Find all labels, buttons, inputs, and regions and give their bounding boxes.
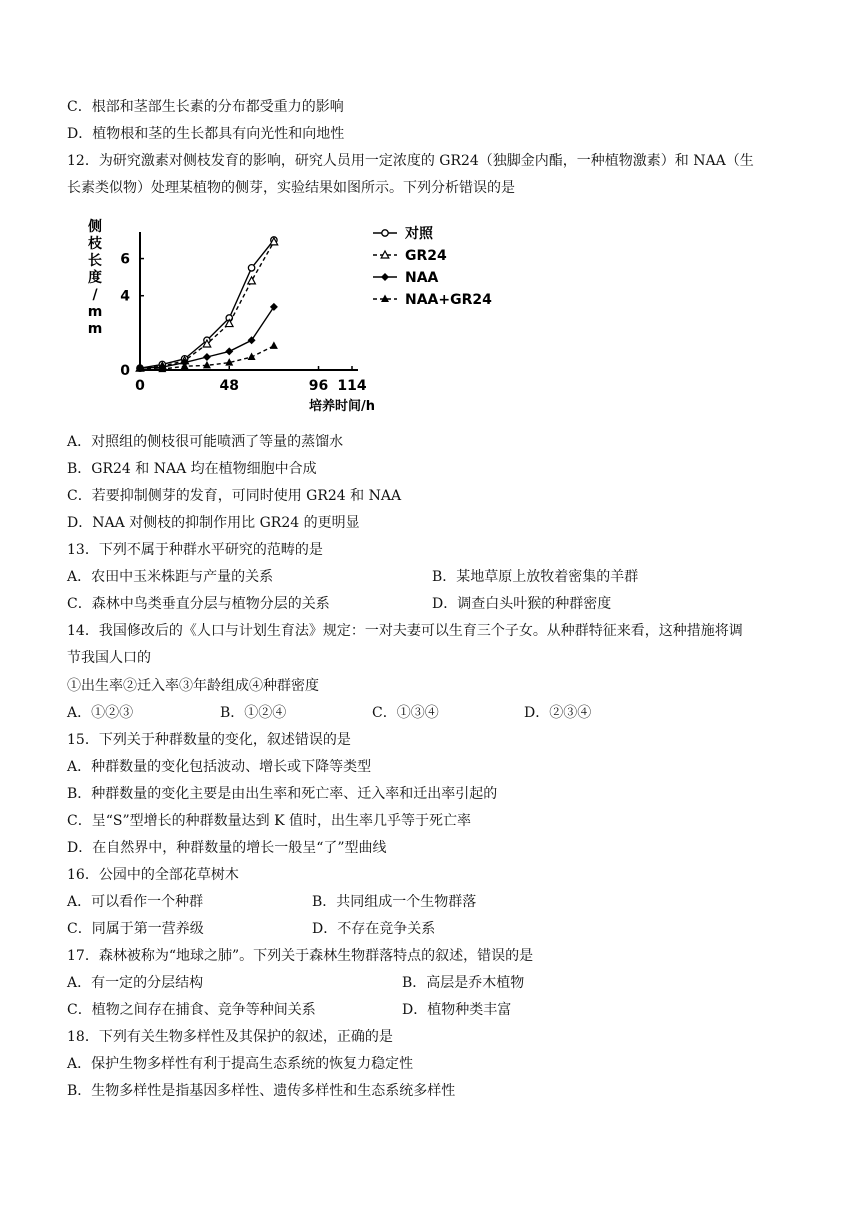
legend-entry [373,292,492,308]
q18-option-a: A．保护生物多样性有利于提高生态系统的恢复力稳定性 [67,1056,414,1072]
q14-option-d: D．②③④ [524,705,592,721]
q15-stem: 15．下列关于种群数量的变化，叙述错误的是 [67,732,351,748]
q13-option-a: A．农田中玉米株距与产量的关系 [67,569,274,585]
q18-stem: 18．下列有关生物多样性及其保护的叙述，正确的是 [67,1029,393,1045]
x-tick-label: 114 [337,378,367,394]
x-tick-label: 0 [135,378,145,394]
x-tick-label: 96 [308,378,329,394]
marker-filled-diamond [203,353,211,361]
q16-option-c: C．同属于第一营养级 [67,921,204,937]
q17-stem: 17．森林被称为“地球之肺”。下列关于森林生物群落特点的叙述，错误的是 [67,948,534,964]
series-对照 [137,237,277,372]
q15-option-a: A．种群数量的变化包括波动、增长或下降等类型 [67,759,372,775]
x-axis-label: 培养时间/h [308,399,376,414]
q14-stem-cont: 节我国人口的 [67,650,151,666]
q13-option-c: C．森林中鸟类垂直分层与植物分层的关系 [67,596,330,612]
marker-filled-triangle [270,341,278,349]
legend-label: NAA [405,270,439,286]
q12-option-a: A．对照组的侧枝很可能喷洒了等量的蒸馏水 [67,434,344,450]
lateral-branch-chart [75,213,515,425]
q12-option-b: B．GR24 和 NAA 均在植物细胞中合成 [67,461,317,477]
q14-items: ①出生率②迁入率③年龄组成④种群密度 [67,678,319,694]
legend-entry [373,270,439,286]
chart-legend [373,226,492,308]
series-line [140,240,274,368]
marker-filled-diamond [270,303,278,311]
x-tick-label: 48 [219,378,240,394]
marker-filled-diamond [248,336,256,344]
q15-option-b: B．种群数量的变化主要是由出生率和死亡率、迁入率和迁出率引起的 [67,786,498,802]
y-axis-label: 侧枝长度/ m m [87,219,103,337]
q11-option-d: D．植物根和茎的生长都具有向光性和向地性 [67,126,345,142]
q17-option-a: A．有一定的分层结构 [67,975,204,991]
q14-option-c: C．①③④ [372,705,439,721]
q12-stem: 12．为研究激素对侧枝发育的影响，研究人员用一定浓度的 GR24（独脚金内酯，一种植物激素）和 NAA（生 [67,153,754,169]
q12-option-c: C．若要抑制侧芽的发育，可同时使用 GR24 和 NAA [67,488,402,504]
q17-option-b: B．高层是乔木植物 [402,975,525,991]
y-tick-label: 4 [120,288,130,305]
q16-option-d: D．不存在竞争关系 [312,921,436,937]
q16-option-b: B．共同组成一个生物群落 [312,894,477,910]
marker-filled-diamond [225,347,233,355]
q14-option-a: A．①②③ [67,705,134,721]
q12-stem-cont: 长素类似物）处理某植物的侧芽，实验结果如图所示。下列分析错误的是 [67,180,515,196]
legend-label: GR24 [405,248,447,264]
q16-stem: 16．公园中的全部花草树木 [67,867,239,883]
marker-open-circle [382,230,388,236]
series-line [140,242,274,368]
chart-series [136,237,278,372]
series-GR24 [136,238,277,371]
q12-option-d: D．NAA 对侧枝的抑制作用比 GR24 的更明显 [67,515,360,531]
q15-option-c: C．呈“S”型增长的种群数量达到 K 值时，出生率几乎等于死亡率 [67,813,471,829]
legend-entry [373,226,434,242]
legend-label: NAA+GR24 [405,292,492,308]
q17-option-d: D．植物种类丰富 [402,1002,512,1018]
q13-option-d: D．调查白头叶猴的种群密度 [432,596,612,612]
marker-open-circle [248,265,254,271]
q15-option-d: D．在自然界中，种群数量的增长一般呈“了”型曲线 [67,840,387,856]
marker-open-triangle [248,277,256,284]
y-tick-label: 6 [120,251,130,268]
marker-filled-triangle [381,295,389,303]
q18-option-b: B．生物多样性是指基因多样性、遗传多样性和生态系统多样性 [67,1083,456,1099]
q13-stem: 13．下列不属于种群水平研究的范畴的是 [67,542,323,558]
q14-option-b: B．①②④ [220,705,287,721]
q13-option-b: B．某地草原上放牧着密集的羊群 [432,569,639,585]
q17-option-c: C．植物之间存在捕食、竞争等种间关系 [67,1002,316,1018]
marker-filled-diamond [381,273,389,281]
legend-entry [373,248,447,264]
q14-stem: 14．我国修改后的《人口与计划生育法》规定：一对夫妻可以生育三个子女。从种群特征来看，这种措施将调 [67,623,743,639]
y-tick-label: 0 [120,363,130,379]
legend-label: 对照 [405,226,433,242]
q16-option-a: A．可以看作一个种群 [67,894,204,910]
q11-option-c: C．根部和茎部生长素的分布都受重力的影响 [67,99,344,115]
